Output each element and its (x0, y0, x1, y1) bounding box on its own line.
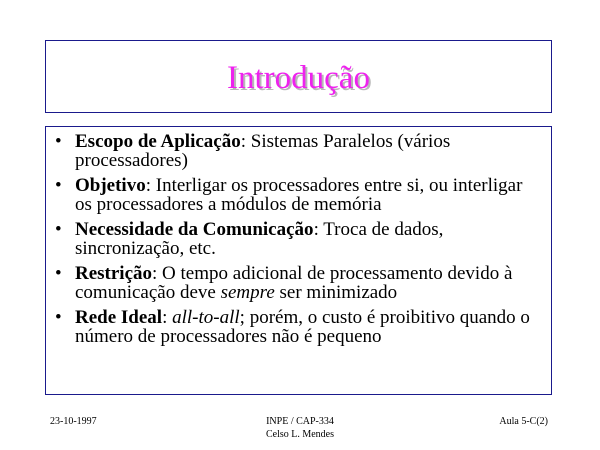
slide-title: Introdução (227, 60, 370, 96)
footer-center (230, 415, 370, 441)
bullet-icon: • (55, 219, 62, 240)
bullet-item-escopo (54, 132, 543, 170)
bullet-icon: • (55, 131, 62, 152)
bullet-text: : Troca de dados, sincronização, etc. (75, 219, 444, 259)
bullet-emphasis: sempre (220, 282, 275, 303)
bullet-icon: • (55, 263, 62, 284)
footer-lecture: Aula 5-C(2) (499, 416, 548, 427)
bullet-term: Restrição (75, 263, 153, 284)
bullet-text-after: ser minimizado (274, 282, 398, 303)
bullet-list (54, 132, 543, 346)
bullet-text-after: ; porém, o custo é proibitivo quando o número de processadores não é pequeno (75, 307, 530, 347)
bullet-emphasis: all-to-all (172, 307, 240, 328)
bullet-icon: • (55, 175, 62, 196)
bullet-text: : O tempo adicional de processamento devido à comunicação deve (75, 263, 513, 303)
footer-course: INPE / CAP-334 (266, 416, 334, 427)
bullet-term: Necessidade da Comunicação (75, 219, 314, 240)
bullet-term: Escopo de Aplicação (75, 131, 241, 152)
title-box (45, 40, 552, 113)
bullet-text: : Sistemas Paralelos (vários processadores) (75, 131, 451, 171)
footer-date: 23-10-1997 (50, 416, 97, 427)
bullet-item-necessidade (54, 220, 543, 258)
bullet-item-restricao (54, 264, 543, 302)
bullet-text: : Interligar os processadores entre si, ou interligar os processadores a módulos de memória (75, 175, 523, 215)
bullet-text: : (162, 307, 173, 328)
content-box (45, 126, 552, 395)
bullet-item-objetivo (54, 176, 543, 214)
bullet-term: Rede Ideal (75, 307, 163, 328)
bullet-icon: • (55, 307, 62, 328)
bullet-term: Objetivo (75, 175, 146, 196)
footer-author: Celso L. Mendes (265, 429, 335, 440)
bullet-item-rede-ideal (54, 308, 543, 346)
